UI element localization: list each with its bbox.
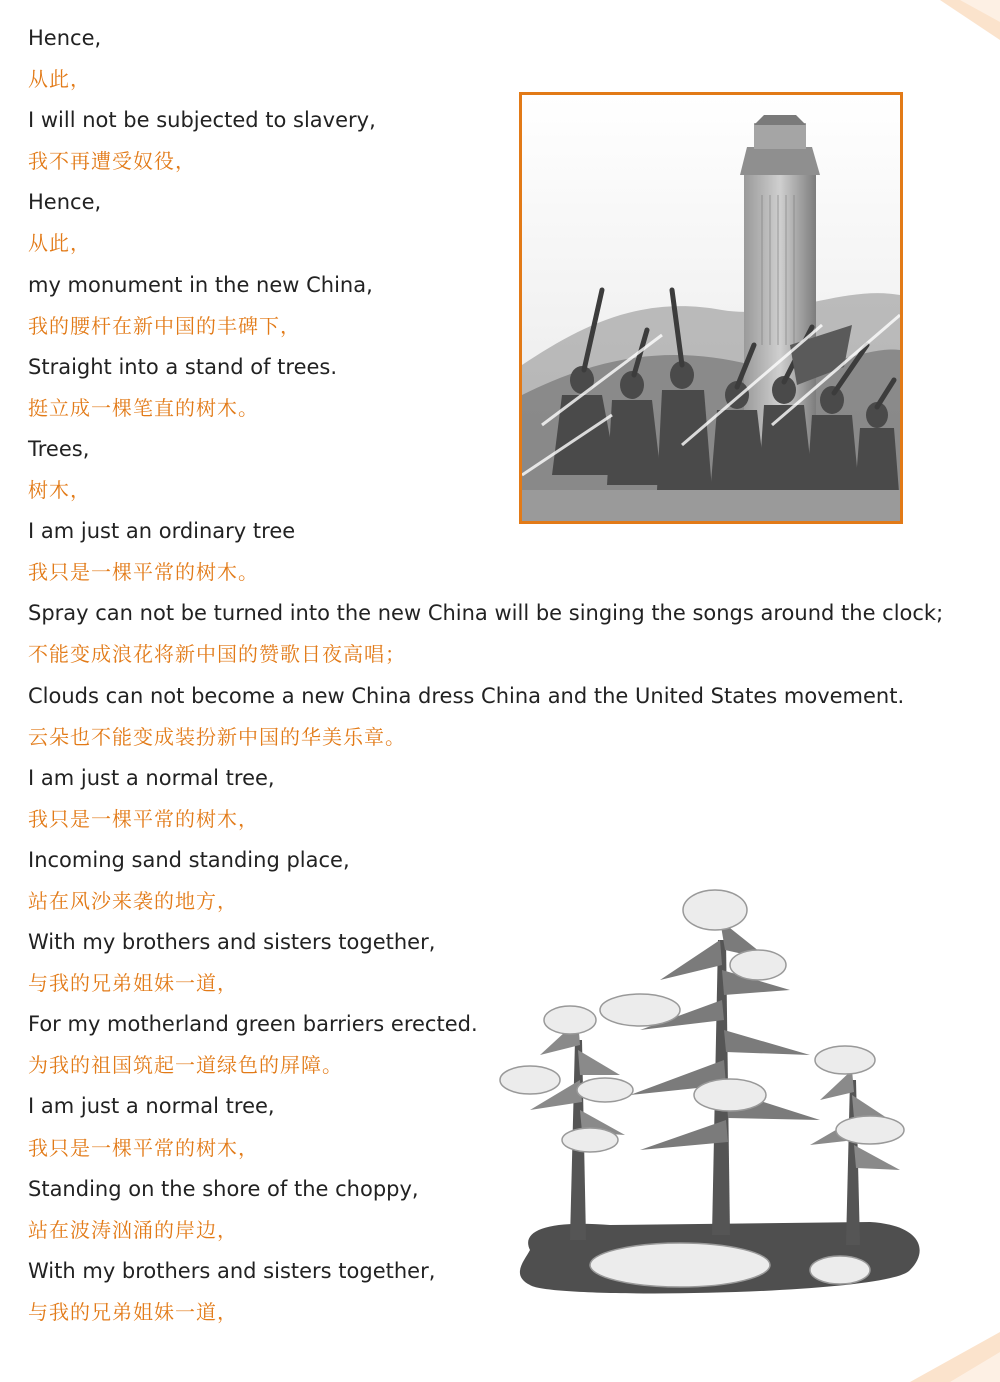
poem-line-english: Straight into a stand of trees. (28, 354, 338, 379)
pine-trees-image (490, 880, 940, 1320)
poem-line-chinese: 从此， (28, 231, 91, 256)
poem-line-english: I will not be subjected to slavery, (28, 108, 376, 133)
poem-line-english: Hence, (28, 26, 102, 50)
poem-line-chinese: 挺立成一棵笔直的树木。 (28, 395, 259, 420)
poem-line-chinese: 不能变成浪花将新中国的赞歌日夜高唱； (28, 642, 406, 667)
poem-line-chinese: 从此， (28, 67, 91, 92)
poem-line-chinese: 我只是一棵平常的树木。 (28, 560, 259, 585)
poem-line-chinese: 我只是一棵平常的树木， (28, 806, 259, 831)
poem-line-english: For my motherland green barriers erected. (28, 1012, 478, 1037)
poem-line-english: I am just a normal tree, (28, 765, 275, 790)
poem-line-english: I am just a normal tree, (28, 1094, 275, 1119)
poem-line-chinese: 我的腰杆在新中国的丰碑下， (28, 313, 301, 338)
poem-line-english: Hence, (28, 190, 102, 215)
poem-line-english: Trees, (28, 436, 90, 461)
monument-sculpture-image (522, 95, 900, 521)
poem-line-english: With my brothers and sisters together, (28, 1258, 436, 1283)
poem-line-english: my monument in the new China, (28, 272, 373, 297)
corner-decoration-bottom (910, 1332, 1000, 1382)
trees-illustration (490, 880, 940, 1320)
poem-line-chinese: 我不再遭受奴役， (28, 149, 196, 174)
monument-photo (519, 92, 903, 524)
poem-line-english: Incoming sand standing place, (28, 847, 350, 872)
poem-line-chinese: 与我的兄弟姐妹一道， (28, 971, 238, 996)
poem-line-chinese: 我只是一棵平常的树木， (28, 1135, 259, 1160)
poem-line-english: Clouds can not become a new China dress China and the United States movement. (28, 683, 905, 708)
poem-line-english: I am just an ordinary tree (28, 519, 296, 544)
poem-line-chinese: 云朵也不能变成装扮新中国的华美乐章。 (28, 724, 406, 749)
poem-line-english: Standing on the shore of the choppy, (28, 1176, 419, 1201)
poem-line-chinese: 站在风沙来袭的地方， (28, 888, 238, 913)
poem-line-english: With my brothers and sisters together, (28, 930, 436, 955)
poem-line-chinese: 与我的兄弟姐妹一道， (28, 1299, 238, 1324)
poem-line-chinese: 站在波涛汹涌的岸边， (28, 1217, 238, 1242)
poem-line-english: Spray can not be turned into the new China will be singing the songs around the clock; (28, 601, 944, 626)
poem-line-chinese: 为我的祖国筑起一道绿色的屏障。 (28, 1053, 343, 1078)
poem-line-chinese: 树木， (28, 478, 91, 503)
